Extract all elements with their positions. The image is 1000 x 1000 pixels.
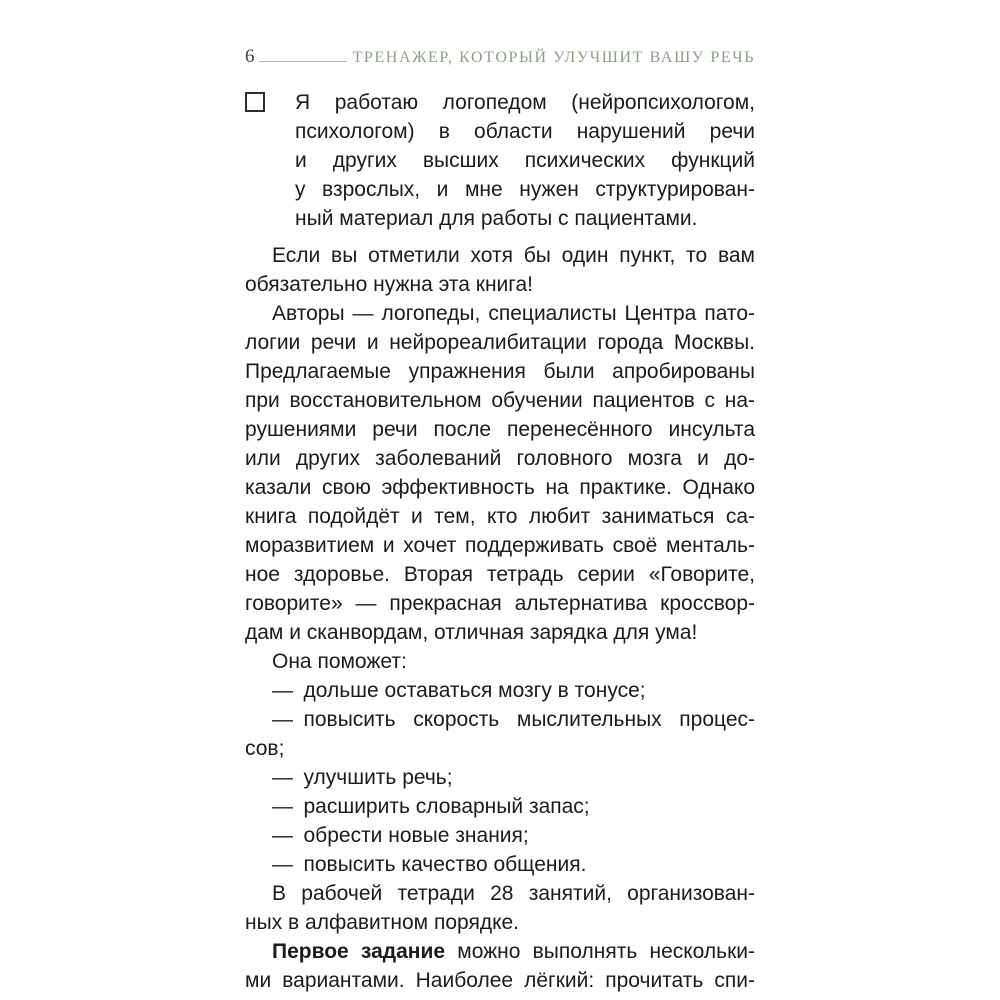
text-line: — повысить качество общения. bbox=[272, 853, 587, 876]
text-line: Первое задание можно выполнять нескольки- bbox=[272, 940, 755, 963]
checkbox-paragraph bbox=[245, 88, 755, 233]
text-line: или других заболеваний головного мозга и до- bbox=[245, 447, 755, 470]
text-line: психологом) в области нарушений речи bbox=[295, 120, 755, 143]
text-line: ных в алфавитном порядке. bbox=[245, 911, 520, 934]
text-line: — повысить скорость мыслительных процес- bbox=[272, 708, 755, 731]
text-line: Я работаю логопедом (нейропсихологом, bbox=[295, 91, 755, 114]
text-line: — дольше оставаться мозгу в тонусе; bbox=[272, 679, 646, 702]
text-line: логии речи и нейрореалибитации города Москвы. bbox=[245, 331, 755, 354]
text-column bbox=[245, 46, 755, 995]
text-line: обязательно нужна эта книга! bbox=[245, 273, 534, 296]
paragraphs bbox=[245, 241, 755, 995]
text-line: В рабочей тетради 28 занятий, организован- bbox=[272, 882, 755, 905]
text-line: — расширить словарный запас; bbox=[272, 795, 590, 818]
text-line: дам и сканвордам, отличная зарядка для ума! bbox=[245, 621, 698, 644]
page-number: 6 bbox=[245, 46, 255, 67]
text-line: — обрести новые знания; bbox=[272, 824, 529, 847]
text-line: Предлагаемые упражнения были апробированы bbox=[245, 360, 755, 383]
text-line: и других высших психических функций bbox=[295, 149, 755, 172]
text-line: моразвитием и хочет поддерживать своё менталь- bbox=[245, 534, 755, 557]
text-line: ный материал для работы с пациентами. bbox=[295, 207, 698, 230]
body-text bbox=[245, 88, 755, 995]
text-line: ми вариантами. Наиболее лёгкий: прочитать спи- bbox=[245, 969, 755, 992]
text-line: — улучшить речь; bbox=[272, 766, 453, 789]
running-title: ТРЕНАЖЕР, КОТОРЫЙ УЛУЧШИТ ВАШУ РЕЧЬ bbox=[352, 49, 755, 66]
running-header bbox=[245, 46, 755, 68]
text-line: Если вы отметили хотя бы один пункт, то вам bbox=[272, 244, 755, 267]
text-line: при восстановительном обучении пациентов с на- bbox=[245, 389, 755, 412]
text-line: ное здоровье. Вторая тетрадь серии «Говорите, bbox=[245, 563, 755, 586]
text-line: книга подойдёт и тем, кто любит заниматься са- bbox=[245, 505, 755, 528]
header-rule bbox=[259, 47, 347, 62]
text-line: рушениями речи после перенесённого инсульта bbox=[245, 418, 755, 441]
checkbox-paragraph-lines bbox=[295, 88, 755, 233]
text-line: казали свою эффективность на практике. Однако bbox=[245, 476, 755, 499]
text-line: Авторы — логопеды, специалисты Центра пато- bbox=[272, 302, 755, 325]
text-line: говорите» — прекрасная альтернатива кроссвор- bbox=[245, 592, 755, 615]
text-line: у взрослых, и мне нужен структурирован- bbox=[295, 178, 755, 201]
text-line: Она поможет: bbox=[272, 650, 407, 673]
bold-text: Первое задание bbox=[272, 940, 446, 963]
checkbox-icon bbox=[245, 92, 265, 112]
text-line: сов; bbox=[245, 737, 285, 760]
